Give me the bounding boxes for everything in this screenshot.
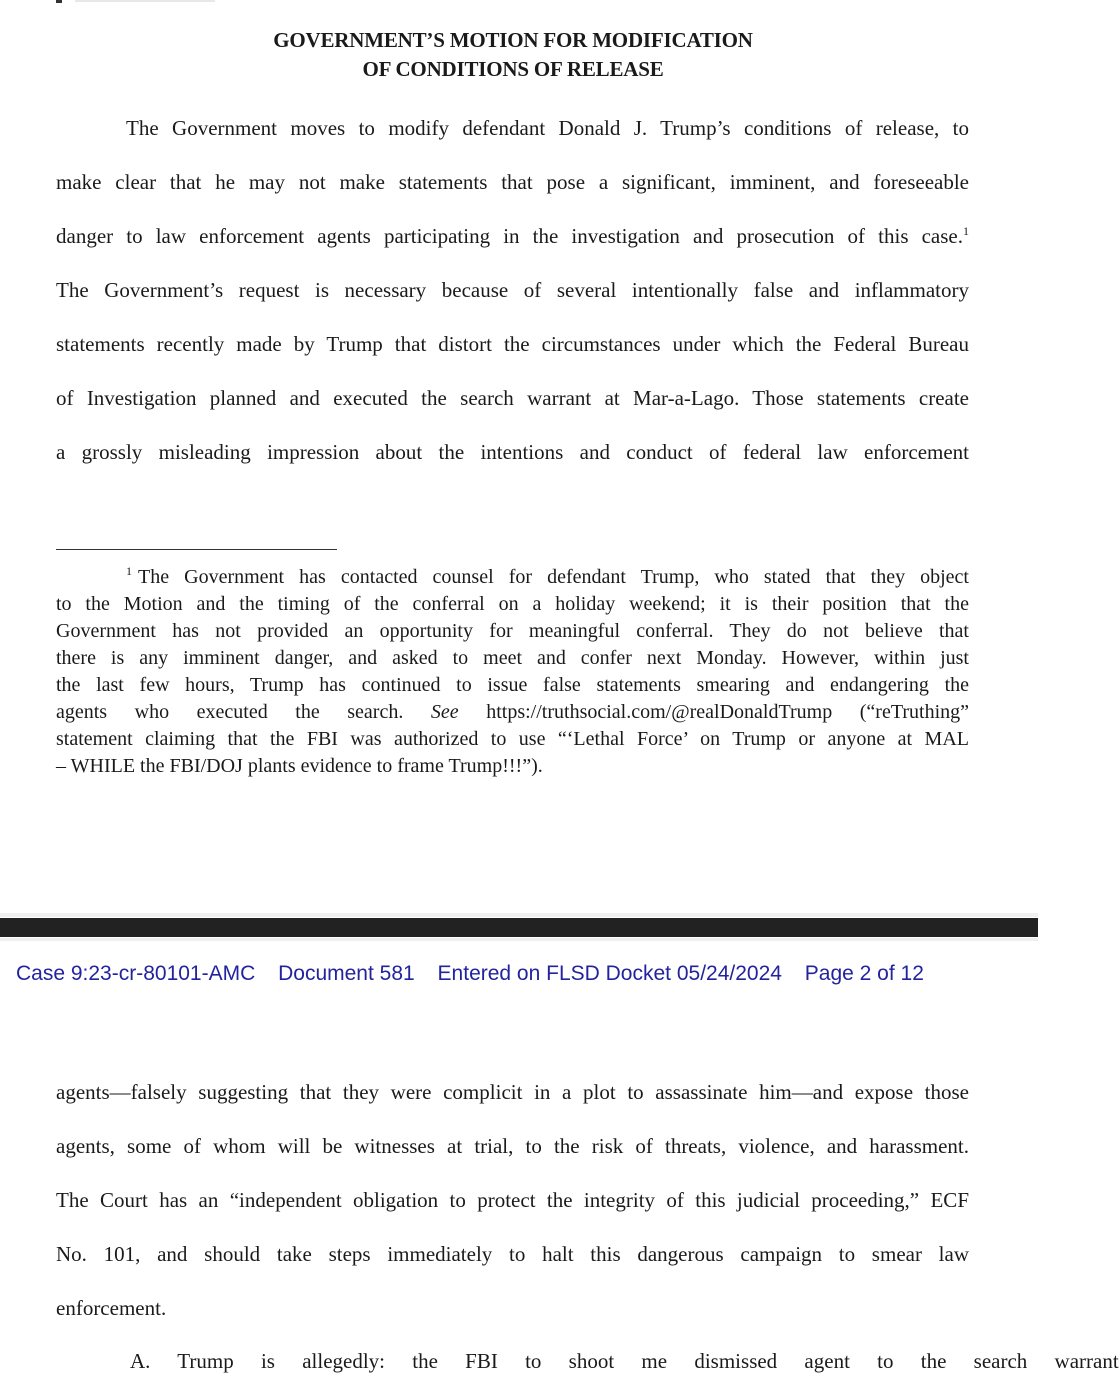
ecf-header-stamp: [16, 960, 924, 988]
document-title-line-1: GOVERNMENT’S MOTION FOR MODIFICATION: [273, 28, 753, 52]
paragraph-1-line-3-text: danger to law enforcement agents participating in the investigation and prosecution of this case.: [56, 224, 963, 248]
footnote-line-6: [56, 699, 969, 726]
footnote-url[interactable]: https://truthsocial.com/@realDonaldTrump (“reTruthing”: [458, 701, 970, 723]
page-break-separator: [0, 918, 1038, 937]
paragraph-1-line-1: The Government moves to modify defendant Donald J. Trump’s conditions of release, to: [126, 116, 969, 140]
paragraph-2-line-5: enforcement.: [56, 1296, 167, 1320]
document-title-line-2: OF CONDITIONS OF RELEASE: [362, 57, 664, 81]
paragraph-1-line-4: The Government’s request is necessary because of several intentionally false and inflammatory: [56, 278, 969, 302]
footnote-line-3: Government has not provided an opportunity for meaningful conferral. They do not believe that: [56, 620, 969, 642]
footnote-divider: [56, 549, 337, 550]
footnote-line-7: statement claiming that the FBI was authorized to use “‘Lethal Force’ on Trump or anyone at MAL: [56, 728, 969, 750]
page-break-edge-bottom: [0, 938, 1038, 941]
page-edge-bar: [75, 0, 215, 2]
paragraph-1-line-3: [56, 222, 969, 250]
paragraph-2-line-4: No. 101, and should take steps immediately to halt this dangerous campaign to smear law: [56, 1242, 969, 1266]
footnote-see-signal: See: [430, 701, 459, 723]
page-edge-artifact: [56, 0, 62, 3]
cut-off-next-line: [56, 1347, 1119, 1373]
footnote-marker: 1: [126, 564, 132, 579]
footnote-line-5: the last few hours, Trump has continued to issue false statements smearing and endangering the: [56, 674, 969, 696]
footnote-line-4: there is any imminent danger, and asked to meet and confer next Monday. However, within just: [56, 647, 969, 669]
paragraph-1-line-6: of Investigation planned and executed the search warrant at Mar-a-Lago. Those statements create: [56, 386, 969, 410]
footnote-line-1-text: The Government has contacted counsel for defendant Trump, who stated that they object: [138, 566, 969, 588]
page-break-edge-top: [0, 913, 1038, 917]
footnote-line-2: to the Motion and the timing of the conferral on a holiday weekend; it is their position that the: [56, 593, 969, 615]
footnote-reference[interactable]: 1: [963, 224, 969, 238]
docket-entry-date: Entered on FLSD Docket 05/24/2024: [437, 962, 782, 985]
paragraph-2-line-2: agents, some of whom will be witnesses at trial, to the risk of threats, violence, and harassment.: [56, 1134, 969, 1158]
cut-off-next-line-text: A. Trump is allegedly: the FBI to shoot me dismissed agent to the search warrant: [130, 1349, 1119, 1373]
paragraph-2-line-3: The Court has an “independent obligation to protect the integrity of this judicial proceeding,” ECF: [56, 1188, 969, 1212]
paragraph-2-line-1: agents—falsely suggesting that they were complicit in a plot to assassinate him—and expose those: [56, 1080, 969, 1104]
paragraph-1-line-5: statements recently made by Trump that distort the circumstances under which the Federal Bureau: [56, 332, 969, 356]
document-number: Document 581: [278, 962, 415, 985]
footnote-line-8: – WHILE the FBI/DOJ plants evidence to frame Trump!!!”).: [56, 755, 543, 777]
footnote-line-6-pre: agents who executed the search.: [56, 701, 431, 723]
paragraph-1-line-2: make clear that he may not make statements that pose a significant, imminent, and foreseeable: [56, 170, 969, 194]
footnote-line-1: [126, 564, 969, 591]
case-number: Case 9:23-cr-80101-AMC: [16, 962, 256, 985]
page-number: Page 2 of 12: [804, 962, 924, 985]
paragraph-1-line-7: a grossly misleading impression about the intentions and conduct of federal law enforcement: [56, 440, 969, 464]
